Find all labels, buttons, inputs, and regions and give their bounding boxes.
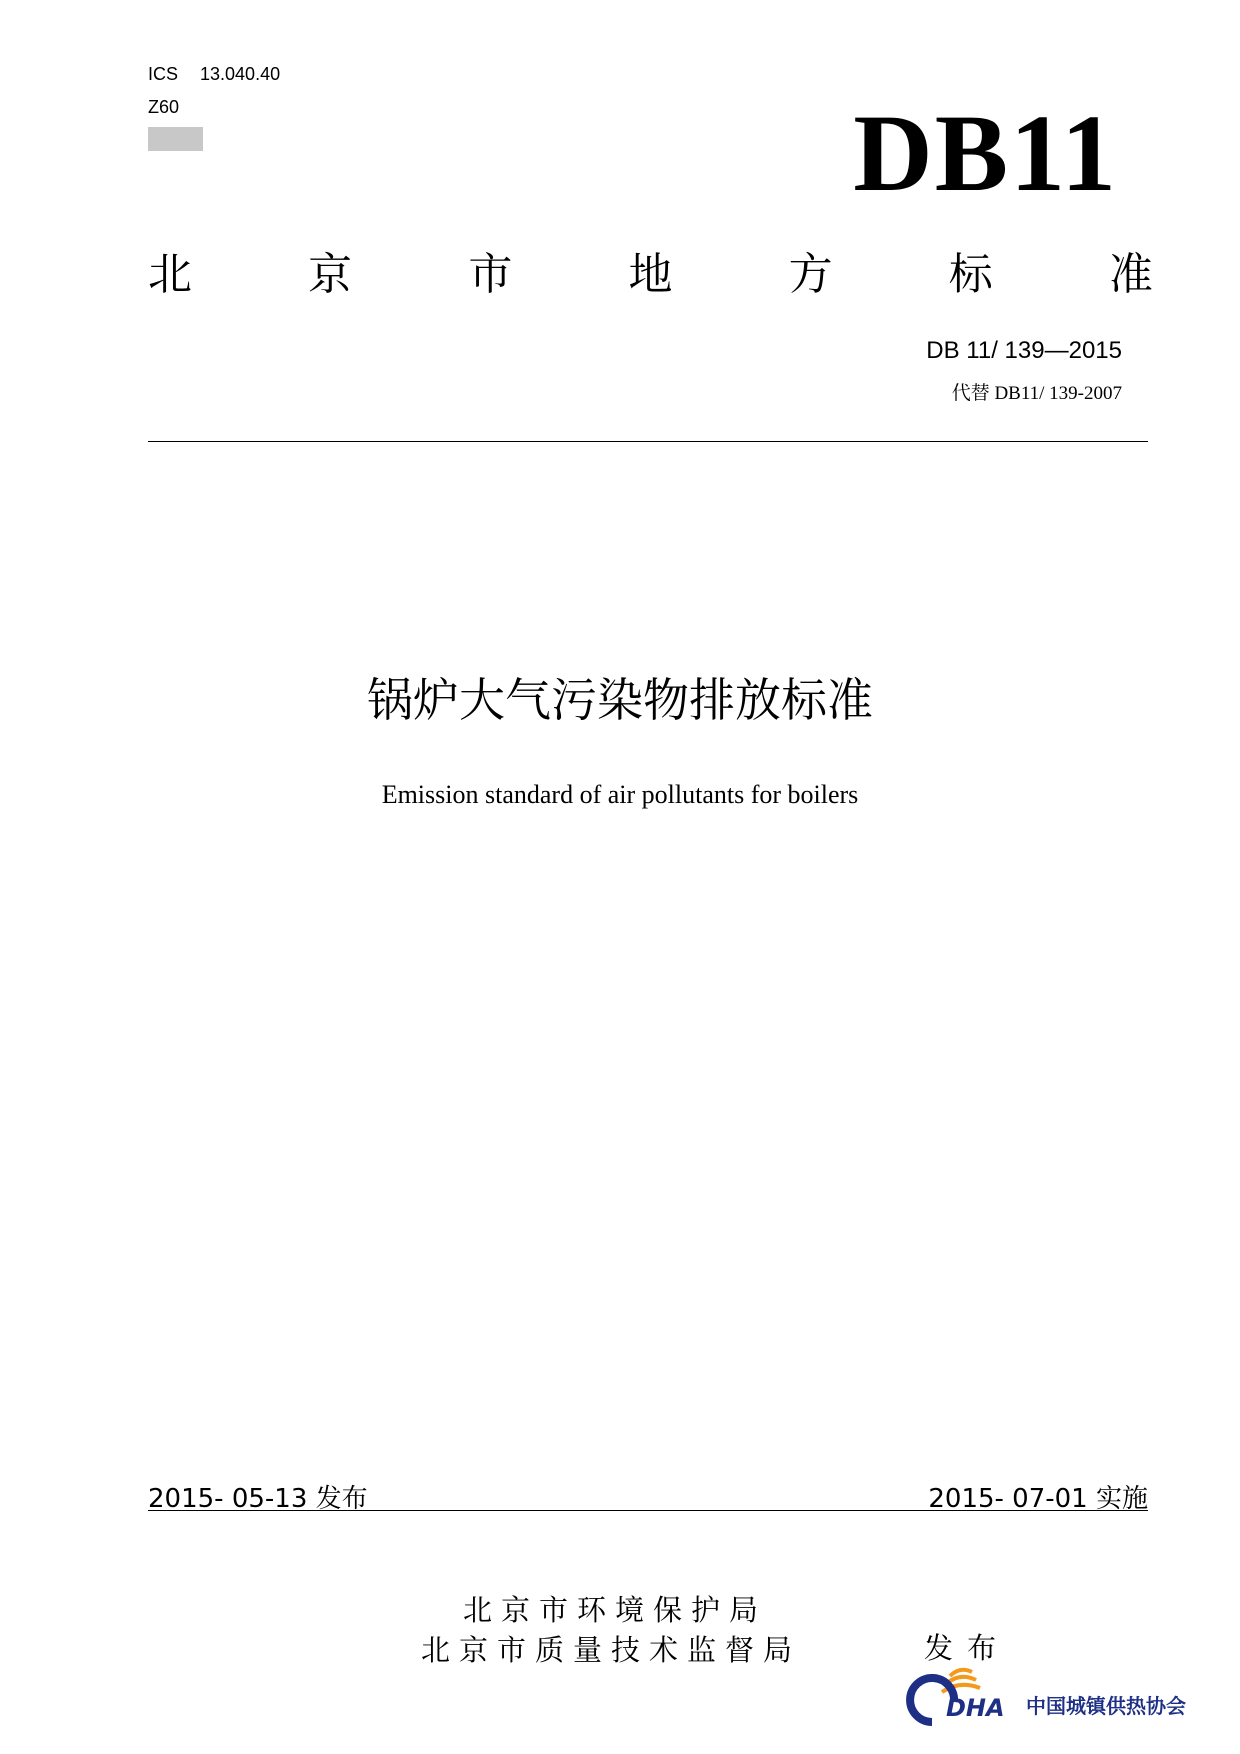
issuer-line-2: 北京市质量技术监督局: [421, 1633, 802, 1667]
top-divider: [148, 441, 1148, 442]
standard-type-char: 地: [628, 249, 673, 300]
standard-type-char: 北: [148, 249, 192, 300]
standard-type-char: 方: [788, 249, 833, 300]
document-title-cn: 锅炉大气污染物排放标准: [367, 673, 873, 727]
registration-placeholder-bar: [148, 127, 203, 151]
standard-type-char: 市: [468, 249, 513, 300]
ics-label: ICS: [148, 64, 179, 84]
cdha-logo-letters: DHA: [946, 1694, 1005, 1722]
publish-date: 2015- 05-13 发布: [148, 1484, 368, 1514]
replaces-standard: 代替 DB11/ 139-2007: [951, 383, 1122, 404]
standard-number: DB 11/ 139—2015: [926, 337, 1122, 364]
ics-code-line: [148, 64, 280, 85]
category-code: Z60: [148, 97, 180, 117]
issue-action: 发布: [924, 1631, 1011, 1665]
cdha-logo-icon: [898, 1662, 1028, 1732]
standard-type-title: [148, 240, 1153, 300]
cdha-org-name: 中国城镇供热协会: [1026, 1694, 1186, 1718]
ics-code: 13.040.40: [200, 64, 281, 84]
standard-type-char: 准: [1108, 249, 1153, 300]
document-title-en: Emission standard of air pollutants for boilers: [381, 780, 859, 809]
issuer-line-1: 北京市环境保护局: [463, 1593, 768, 1627]
db11-logo: DB11: [853, 92, 1118, 214]
standard-type-char: 京: [308, 249, 353, 300]
effective-date: 2015- 07-01 实施: [928, 1484, 1148, 1514]
cdha-watermark: [898, 1662, 1218, 1732]
bottom-divider: [148, 1510, 1148, 1511]
standard-type-char: 标: [948, 249, 993, 300]
